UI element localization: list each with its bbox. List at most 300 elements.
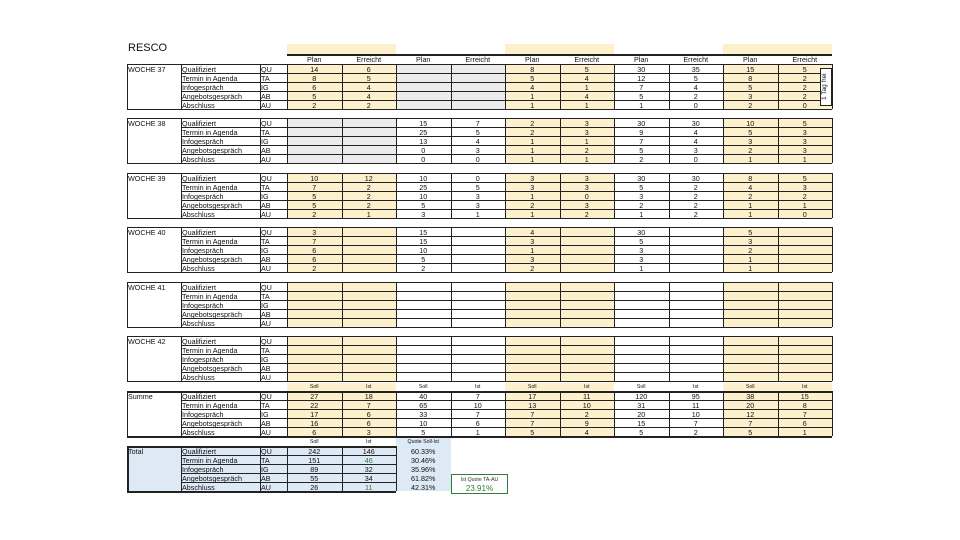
table-cell[interactable]: 0 bbox=[693, 155, 698, 164]
total-cell[interactable]: 11 bbox=[365, 483, 373, 492]
table-cell[interactable]: 3 bbox=[584, 201, 589, 210]
table-cell[interactable]: 7 bbox=[312, 183, 317, 192]
table-cell[interactable]: 0 bbox=[802, 101, 807, 110]
table-cell[interactable]: 2 bbox=[693, 210, 698, 219]
summe-cell[interactable]: 31 bbox=[637, 401, 646, 410]
table-cell[interactable]: 5 bbox=[748, 228, 753, 237]
summe-cell[interactable]: 7 bbox=[530, 410, 535, 419]
total-cell[interactable]: 151 bbox=[308, 456, 321, 465]
table-cell[interactable]: 1 bbox=[530, 101, 535, 110]
total-cell[interactable]: 55 bbox=[310, 474, 319, 483]
col-border bbox=[560, 227, 561, 272]
summe-cell[interactable]: 120 bbox=[635, 392, 648, 401]
col-border bbox=[505, 336, 506, 381]
total-cell[interactable]: 30.46% bbox=[411, 456, 436, 465]
col-border bbox=[614, 282, 615, 327]
table-cell[interactable]: 1 bbox=[748, 201, 753, 210]
total-cell[interactable]: 61.82% bbox=[411, 474, 436, 483]
table-cell[interactable]: 0 bbox=[421, 155, 426, 164]
summe-cell[interactable]: 11 bbox=[692, 401, 700, 410]
header-plan: Plan bbox=[307, 55, 322, 64]
summe-cell[interactable]: 18 bbox=[364, 392, 373, 401]
table-cell[interactable]: 3 bbox=[802, 183, 807, 192]
summe-cell[interactable]: 3 bbox=[366, 428, 371, 437]
summe-cell[interactable]: 20 bbox=[746, 401, 755, 410]
table-cell[interactable]: 5 bbox=[748, 128, 753, 137]
table-cell[interactable]: 15 bbox=[746, 65, 755, 74]
table-cell[interactable]: 2 bbox=[748, 101, 753, 110]
table-cell[interactable]: 30 bbox=[691, 119, 700, 128]
summe-cell[interactable]: 9 bbox=[584, 419, 589, 428]
table-cell[interactable]: 5 bbox=[530, 74, 535, 83]
row-label: Angebotsgespräch bbox=[182, 310, 242, 319]
row-label: Termin in Agenda bbox=[182, 456, 238, 465]
col-border bbox=[342, 282, 343, 327]
table-cell[interactable]: 3 bbox=[748, 92, 753, 101]
table-cell[interactable]: 5 bbox=[802, 174, 807, 183]
table-cell[interactable]: 1 bbox=[530, 246, 535, 255]
table-cell[interactable]: 2 bbox=[802, 92, 807, 101]
table-cell[interactable]: 10 bbox=[746, 119, 755, 128]
row-label: Infogespräch bbox=[182, 410, 224, 419]
summe-cell[interactable]: 5 bbox=[639, 428, 644, 437]
row-label: Infogespräch bbox=[182, 83, 224, 92]
col-border bbox=[723, 336, 724, 381]
table-cell[interactable]: 5 bbox=[584, 65, 589, 74]
row-code: IG bbox=[261, 137, 269, 146]
table-cell[interactable]: 1 bbox=[530, 192, 535, 201]
summe-subheader: Ist bbox=[693, 384, 699, 390]
table-cell[interactable]: 13 bbox=[419, 137, 428, 146]
summe-cell[interactable]: 7 bbox=[693, 419, 698, 428]
col-border bbox=[181, 446, 182, 491]
col-border bbox=[342, 446, 343, 491]
table-cell[interactable]: 1 bbox=[639, 101, 644, 110]
col-border bbox=[342, 173, 343, 218]
summe-cell[interactable]: 65 bbox=[419, 401, 428, 410]
table-cell[interactable]: 6 bbox=[366, 65, 371, 74]
col-border bbox=[614, 227, 615, 272]
table-cell[interactable]: 0 bbox=[475, 155, 480, 164]
table-cell[interactable]: 5 bbox=[475, 183, 480, 192]
table-cell[interactable]: 9 bbox=[639, 128, 644, 137]
col-border bbox=[342, 227, 343, 272]
table-cell[interactable]: 5 bbox=[312, 92, 317, 101]
summe-cell[interactable]: 2 bbox=[584, 410, 589, 419]
table-cell[interactable]: 3 bbox=[748, 137, 753, 146]
table-cell[interactable]: 1 bbox=[584, 137, 589, 146]
col-border bbox=[451, 391, 452, 436]
table-cell[interactable]: 15 bbox=[419, 119, 428, 128]
table-cell[interactable]: 35 bbox=[691, 65, 700, 74]
table-cell[interactable]: 30 bbox=[637, 228, 646, 237]
table-cell[interactable]: 4 bbox=[366, 83, 371, 92]
table-cell[interactable]: 1 bbox=[639, 264, 644, 273]
col-border bbox=[342, 336, 343, 381]
summe-cell[interactable]: 5 bbox=[748, 428, 753, 437]
summe-cell[interactable]: 4 bbox=[584, 428, 589, 437]
summe-subheader: Soll bbox=[636, 384, 646, 390]
side-note: 1 Tag frei bbox=[820, 68, 832, 106]
summe-cell[interactable]: 17 bbox=[528, 392, 537, 401]
row-code: AU bbox=[261, 210, 271, 219]
table-cell[interactable]: 3 bbox=[530, 237, 535, 246]
col-border bbox=[396, 173, 397, 218]
table-cell[interactable]: 1 bbox=[530, 210, 535, 219]
table-cell[interactable]: 6 bbox=[312, 255, 317, 264]
col-border bbox=[181, 227, 182, 272]
summe-cell[interactable]: 33 bbox=[419, 410, 428, 419]
table-cell[interactable]: 1 bbox=[530, 137, 535, 146]
row-code: TA bbox=[261, 237, 270, 246]
row-code: TA bbox=[261, 183, 270, 192]
table-cell[interactable]: 4 bbox=[693, 137, 698, 146]
table-cell[interactable]: 2 bbox=[693, 183, 698, 192]
table-cell[interactable]: 1 bbox=[748, 255, 753, 264]
table-cell[interactable]: 4 bbox=[693, 128, 698, 137]
col-border bbox=[832, 64, 833, 109]
col-border bbox=[669, 173, 670, 218]
table-cell[interactable]: 1 bbox=[530, 92, 535, 101]
col-border bbox=[260, 227, 261, 272]
table-cell[interactable]: 5 bbox=[693, 74, 698, 83]
table-cell[interactable]: 7 bbox=[475, 119, 480, 128]
col-border bbox=[260, 173, 261, 218]
table-cell[interactable]: 2 bbox=[802, 83, 807, 92]
col-border bbox=[260, 118, 261, 163]
table-cell[interactable]: 2 bbox=[366, 101, 371, 110]
summe-cell[interactable]: 6 bbox=[366, 410, 371, 419]
row-label: Abschluss bbox=[182, 319, 215, 328]
col-border bbox=[560, 118, 561, 163]
col-border bbox=[832, 118, 833, 163]
table-cell[interactable]: 1 bbox=[584, 101, 589, 110]
table-cell[interactable]: 2 bbox=[312, 264, 317, 273]
col-border bbox=[723, 118, 724, 163]
table-cell[interactable]: 30 bbox=[637, 65, 646, 74]
table-cell[interactable]: 3 bbox=[312, 228, 317, 237]
row-label: Abschluss bbox=[182, 264, 215, 273]
table-cell[interactable]: 4 bbox=[748, 183, 753, 192]
summe-cell[interactable]: 6 bbox=[366, 419, 371, 428]
table-cell[interactable]: 2 bbox=[639, 155, 644, 164]
table-cell[interactable]: 3 bbox=[639, 255, 644, 264]
table-cell[interactable]: 5 bbox=[639, 183, 644, 192]
table-cell[interactable]: 12 bbox=[637, 74, 646, 83]
summe-subheader: Soll bbox=[418, 384, 428, 390]
table-cell[interactable]: 3 bbox=[693, 146, 698, 155]
row-border bbox=[127, 163, 832, 164]
col-border bbox=[451, 282, 452, 327]
table-cell[interactable]: 5 bbox=[639, 237, 644, 246]
summe-cell[interactable]: 7 bbox=[475, 392, 480, 401]
summe-cell[interactable]: 95 bbox=[691, 392, 700, 401]
summe-cell[interactable]: 13 bbox=[528, 401, 537, 410]
row-code: AB bbox=[261, 419, 271, 428]
table-cell[interactable]: 3 bbox=[802, 128, 807, 137]
table-cell[interactable]: 3 bbox=[639, 192, 644, 201]
summe-cell[interactable]: 7 bbox=[366, 401, 371, 410]
table-cell[interactable]: 5 bbox=[748, 83, 753, 92]
table-cell[interactable]: 2 bbox=[530, 119, 535, 128]
table-cell[interactable]: 0 bbox=[693, 101, 698, 110]
table-cell[interactable]: 1 bbox=[802, 201, 807, 210]
table-cell[interactable]: 3 bbox=[584, 128, 589, 137]
total-cell[interactable]: 46 bbox=[364, 456, 373, 465]
summe-cell[interactable]: 15 bbox=[637, 419, 646, 428]
table-cell[interactable]: 10 bbox=[419, 192, 428, 201]
summe-cell[interactable]: 7 bbox=[530, 419, 535, 428]
total-cell[interactable]: 32 bbox=[364, 465, 373, 474]
table-cell[interactable]: 2 bbox=[802, 74, 807, 83]
table-cell[interactable]: 2 bbox=[366, 183, 371, 192]
col-border bbox=[287, 173, 288, 218]
table-cell[interactable]: 1 bbox=[748, 155, 753, 164]
table-cell[interactable]: 2 bbox=[312, 210, 317, 219]
total-cell[interactable]: 60.33% bbox=[411, 447, 436, 456]
table-cell[interactable]: 2 bbox=[421, 264, 426, 273]
table-cell[interactable]: 7 bbox=[639, 137, 644, 146]
table-cell[interactable]: 6 bbox=[312, 246, 317, 255]
table-cell[interactable]: 1 bbox=[530, 155, 535, 164]
total-cell[interactable]: 89 bbox=[310, 465, 319, 474]
table-cell[interactable]: 8 bbox=[748, 74, 753, 83]
col-border bbox=[505, 391, 506, 436]
table-cell[interactable]: 2 bbox=[693, 192, 698, 201]
table-cell[interactable]: 5 bbox=[312, 192, 317, 201]
summe-cell[interactable]: 17 bbox=[310, 410, 319, 419]
summe-cell[interactable]: 20 bbox=[637, 410, 646, 419]
col-border bbox=[260, 336, 261, 381]
table-cell[interactable]: 25 bbox=[419, 183, 428, 192]
plan-column-header-fill bbox=[342, 44, 397, 54]
table-cell[interactable]: 2 bbox=[748, 192, 753, 201]
table-cell[interactable]: 1 bbox=[475, 210, 480, 219]
summe-cell[interactable]: 10 bbox=[473, 401, 482, 410]
table-cell[interactable]: 0 bbox=[584, 192, 589, 201]
row-code: QU bbox=[261, 65, 272, 74]
table-cell[interactable]: 10 bbox=[310, 174, 319, 183]
total-cell[interactable]: 42.31% bbox=[411, 483, 436, 492]
summe-cell[interactable]: 7 bbox=[475, 410, 480, 419]
table-cell[interactable]: 0 bbox=[421, 146, 426, 155]
row-code: IG bbox=[261, 355, 269, 364]
summe-cell[interactable]: 7 bbox=[802, 410, 807, 419]
total-cell[interactable]: 242 bbox=[308, 447, 321, 456]
row-border bbox=[127, 282, 832, 283]
table-cell[interactable]: 7 bbox=[639, 83, 644, 92]
summe-cell[interactable]: 7 bbox=[748, 419, 753, 428]
table-cell[interactable]: 1 bbox=[366, 210, 371, 219]
table-cell[interactable]: 1 bbox=[748, 264, 753, 273]
summe-cell[interactable]: 12 bbox=[746, 410, 755, 419]
table-cell[interactable]: 0 bbox=[802, 210, 807, 219]
col-border bbox=[287, 282, 288, 327]
table-cell[interactable]: 30 bbox=[691, 174, 700, 183]
table-cell[interactable]: 5 bbox=[312, 201, 317, 210]
table-cell[interactable]: 1 bbox=[802, 155, 807, 164]
table-cell[interactable]: 7 bbox=[312, 237, 317, 246]
col-border bbox=[778, 64, 779, 109]
row-border bbox=[127, 336, 832, 337]
table-cell[interactable]: 2 bbox=[584, 210, 589, 219]
table-cell[interactable]: 3 bbox=[475, 201, 480, 210]
summe-subheader: Soll bbox=[309, 384, 319, 390]
table-cell[interactable]: 1 bbox=[639, 210, 644, 219]
table-cell[interactable]: 2 bbox=[639, 201, 644, 210]
summe-cell[interactable]: 10 bbox=[582, 401, 591, 410]
summe-cell[interactable]: 2 bbox=[693, 428, 698, 437]
table-cell[interactable]: 15 bbox=[419, 237, 428, 246]
col-border bbox=[723, 282, 724, 327]
summe-cell[interactable]: 5 bbox=[530, 428, 535, 437]
summe-cell[interactable]: 8 bbox=[802, 401, 807, 410]
summe-cell[interactable]: 1 bbox=[802, 428, 807, 437]
table-cell[interactable]: 2 bbox=[366, 192, 371, 201]
table-cell[interactable]: 2 bbox=[748, 146, 753, 155]
table-cell[interactable]: 2 bbox=[748, 246, 753, 255]
table-cell[interactable]: 0 bbox=[475, 174, 480, 183]
summe-cell[interactable]: 15 bbox=[800, 392, 809, 401]
row-label: Qualifiziert bbox=[182, 392, 216, 401]
col-border bbox=[614, 391, 615, 436]
table-cell[interactable]: 2 bbox=[584, 146, 589, 155]
total-label: Total bbox=[128, 447, 144, 456]
table-cell[interactable]: 3 bbox=[584, 183, 589, 192]
row-label: Infogespräch bbox=[182, 192, 224, 201]
row-code: IG bbox=[261, 192, 269, 201]
table-cell[interactable]: 3 bbox=[530, 183, 535, 192]
total-cell[interactable]: 26 bbox=[310, 483, 319, 492]
summe-subheader: Soll bbox=[745, 384, 755, 390]
row-border bbox=[127, 109, 832, 110]
row-label: Angebotsgespräch bbox=[182, 364, 242, 373]
table-cell[interactable]: 4 bbox=[584, 92, 589, 101]
table-cell[interactable]: 14 bbox=[310, 65, 319, 74]
summe-cell[interactable]: 27 bbox=[310, 392, 319, 401]
row-code: TA bbox=[261, 292, 270, 301]
table-cell[interactable]: 3 bbox=[802, 146, 807, 155]
header-plan: Plan bbox=[743, 55, 758, 64]
col-border bbox=[778, 227, 779, 272]
table-cell[interactable]: 3 bbox=[530, 255, 535, 264]
table-cell[interactable]: 30 bbox=[637, 119, 646, 128]
table-cell[interactable]: 3 bbox=[748, 237, 753, 246]
col-border bbox=[451, 118, 452, 163]
row-code: TA bbox=[261, 346, 270, 355]
table-cell[interactable]: 15 bbox=[419, 228, 428, 237]
row-label: Abschluss bbox=[182, 101, 215, 110]
table-cell[interactable]: 2 bbox=[693, 92, 698, 101]
row-border bbox=[127, 218, 832, 219]
table-cell[interactable]: 10 bbox=[419, 246, 428, 255]
summe-cell[interactable]: 10 bbox=[691, 410, 700, 419]
summe-cell[interactable]: 6 bbox=[475, 419, 480, 428]
table-cell[interactable]: 4 bbox=[530, 83, 535, 92]
col-border bbox=[396, 227, 397, 272]
col-border bbox=[669, 336, 670, 381]
table-cell[interactable]: 3 bbox=[584, 174, 589, 183]
table-cell[interactable]: 1 bbox=[530, 146, 535, 155]
table-cell[interactable]: 4 bbox=[475, 137, 480, 146]
summe-cell[interactable]: 10 bbox=[419, 419, 428, 428]
table-cell[interactable]: 5 bbox=[475, 128, 480, 137]
table-cell[interactable]: 3 bbox=[802, 137, 807, 146]
table-cell[interactable]: 4 bbox=[584, 74, 589, 83]
table-cell[interactable]: 2 bbox=[693, 201, 698, 210]
summe-cell[interactable]: 6 bbox=[802, 419, 807, 428]
table-cell[interactable]: 2 bbox=[530, 264, 535, 273]
row-code: AU bbox=[261, 483, 271, 492]
summe-cell[interactable]: 40 bbox=[419, 392, 428, 401]
summe-cell[interactable]: 11 bbox=[583, 392, 591, 401]
table-cell[interactable]: 8 bbox=[748, 174, 753, 183]
col-border bbox=[723, 227, 724, 272]
table-cell[interactable]: 3 bbox=[475, 192, 480, 201]
table-cell[interactable]: 5 bbox=[639, 92, 644, 101]
total-cell[interactable]: 34 bbox=[364, 474, 373, 483]
table-cell[interactable]: 2 bbox=[530, 128, 535, 137]
total-cell[interactable]: 146 bbox=[362, 447, 375, 456]
table-cell[interactable]: 1 bbox=[748, 210, 753, 219]
table-cell[interactable]: 5 bbox=[639, 146, 644, 155]
table-cell[interactable]: 2 bbox=[366, 201, 371, 210]
table-cell[interactable]: 5 bbox=[802, 65, 807, 74]
table-cell[interactable]: 2 bbox=[802, 192, 807, 201]
table-cell[interactable]: 5 bbox=[421, 255, 426, 264]
table-cell[interactable]: 12 bbox=[364, 174, 373, 183]
summe-cell[interactable]: 6 bbox=[312, 428, 317, 437]
table-cell[interactable]: 6 bbox=[312, 83, 317, 92]
table-cell[interactable]: 5 bbox=[366, 74, 371, 83]
table-cell[interactable]: 3 bbox=[639, 246, 644, 255]
table-cell[interactable]: 30 bbox=[637, 174, 646, 183]
summe-cell[interactable]: 1 bbox=[475, 428, 480, 437]
table-cell[interactable]: 1 bbox=[584, 155, 589, 164]
summe-cell[interactable]: 16 bbox=[310, 419, 319, 428]
table-cell[interactable]: 4 bbox=[366, 92, 371, 101]
table-cell[interactable]: 8 bbox=[530, 65, 535, 74]
table-cell[interactable]: 5 bbox=[421, 201, 426, 210]
col-border bbox=[832, 391, 833, 436]
summe-cell[interactable]: 22 bbox=[310, 401, 319, 410]
table-cell[interactable]: 5 bbox=[802, 119, 807, 128]
table-cell[interactable]: 25 bbox=[419, 128, 428, 137]
sheet-title: RESCO bbox=[128, 42, 168, 54]
table-cell[interactable]: 10 bbox=[419, 174, 428, 183]
row-code: IG bbox=[261, 301, 269, 310]
quote-box-value: 23.91% bbox=[465, 484, 494, 493]
table-cell[interactable]: 3 bbox=[475, 146, 480, 155]
summe-cell[interactable]: 38 bbox=[746, 392, 755, 401]
table-cell[interactable]: 8 bbox=[312, 74, 317, 83]
col-border bbox=[505, 227, 506, 272]
table-cell[interactable]: 2 bbox=[312, 101, 317, 110]
table-cell[interactable]: 2 bbox=[530, 201, 535, 210]
table-cell[interactable]: 4 bbox=[530, 228, 535, 237]
summe-cell[interactable]: 5 bbox=[421, 428, 426, 437]
table-cell[interactable]: 3 bbox=[530, 174, 535, 183]
table-cell[interactable]: 4 bbox=[693, 83, 698, 92]
header-achieved: Erreicht bbox=[356, 55, 382, 64]
table-cell[interactable]: 1 bbox=[584, 83, 589, 92]
row-code: AU bbox=[261, 428, 271, 437]
row-code: QU bbox=[261, 283, 272, 292]
table-cell[interactable]: 3 bbox=[421, 210, 426, 219]
table-cell[interactable]: 3 bbox=[584, 119, 589, 128]
total-cell[interactable]: 35.96% bbox=[411, 465, 436, 474]
col-border bbox=[832, 336, 833, 381]
